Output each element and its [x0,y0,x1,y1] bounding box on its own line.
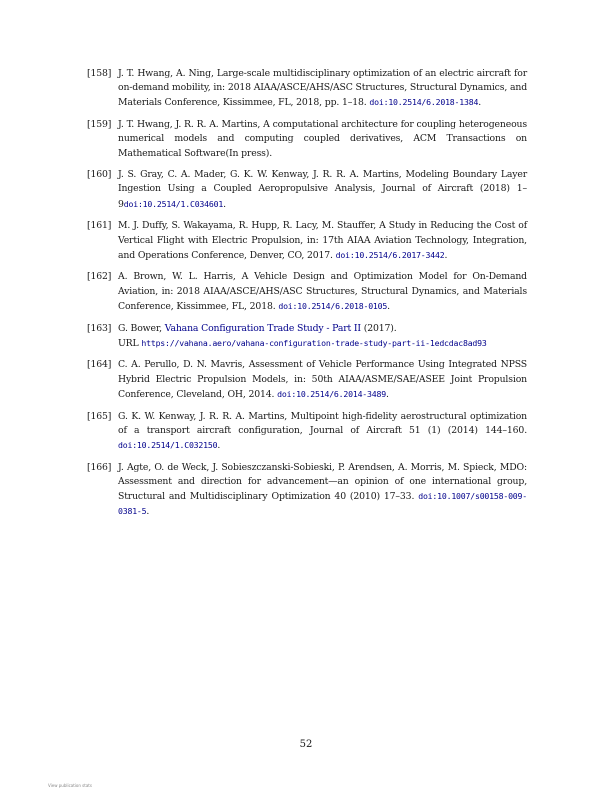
reference-number: [165] [87,410,112,422]
doi-link[interactable]: doi:10.2514/6.2017-3442 [335,249,445,260]
url-link[interactable]: https://vahana.aero/vahana-configuration-trade-study-part-ii-1edcdac8ad93 [141,337,487,348]
doi-link[interactable]: doi:10.2514/1.C032150 [118,439,218,450]
doi-link[interactable]: doi:10.2514/6.2014-3489 [277,388,386,399]
reference-text-run: . [146,506,150,518]
reference-text [118,410,527,454]
reference-number: [162] [87,271,112,283]
reference-entry [87,461,527,520]
reference-number: [164] [87,359,112,371]
doi-link[interactable]: doi:10.1007/s00158-009-0381-5 [118,491,527,517]
reference-text-run: J. T. Hwang, A. Ning, Large-scale multidisciplinary optimization of an electric aircraft for on-demand mobility, in: 2018 AIAA/ASCE/AHS/ASC Structures, Structural Dynamics, and Materials Conference, Kissimmee, FL, 2018, pp. 1–18. [118,68,528,109]
reference-text-run: (2017). [360,322,397,334]
reference-text-run: A. Brown, W. L. Harris, A Vehicle Design and Optimization Model for On-Demand Aviation, in: 2018 AIAA/ASCE/AHS/ASC Structures, Structural Dynamics, and Materials Conference, Kissimmee, FL, 2018. [118,271,527,312]
reference-entry [87,410,527,454]
reference-number: [159] [87,119,112,131]
reference-text [118,67,527,111]
reference-number: [166] [87,461,112,473]
reference-text [118,461,527,520]
reference-text-run: . [387,300,390,312]
reference-text [118,322,527,351]
reference-entry [87,270,527,314]
reference-entry [87,67,527,111]
reference-text-run: . [478,97,481,109]
reference-text [118,219,527,263]
reference-text-run: J. T. Hwang, J. R. R. A. Martins, A computational architecture for coupling heterogeneous numerical models and computing coupled derivatives, ACM Transactions on Mathematical Software(In press). [118,119,527,159]
reference-entry [87,358,527,402]
doi-link[interactable]: doi:10.2514/1.C034601 [123,198,224,209]
doi-link[interactable]: doi:10.2514/6.2018-0105 [278,300,388,311]
reference-entry [87,219,527,263]
reference-entry [87,118,527,161]
reference-text-run: . [217,439,221,451]
view-publication-stats-link[interactable]: View publication stats [48,783,92,788]
reference-text-run: G. K. W. Kenway, J. R. R. A. Martins, Multipoint high-fidelity aerostructural optimization of a transport aircraft configuration, Journal of Aircraft 51 (1) (2014) 144–160. [118,410,527,436]
reference-list [87,67,527,527]
reference-number: [158] [87,68,112,79]
reference-entry [87,322,527,351]
page-number: 52 [299,739,313,750]
title-link[interactable]: Vahana Configuration Trade Study - Part II [164,322,361,334]
reference-text-run: . [385,388,389,400]
reference-number: [161] [87,220,112,232]
reference-number: [163] [87,322,112,334]
reference-text-run: G. Bower, [118,322,165,334]
reference-text [118,168,527,212]
reference-text-run: J. Agte, O. de Weck, J. Sobieszczanski-Sobieski, P. Arendsen, A. Morris, M. Spieck, MDO: Assessment and direction for advancement—an opinion of one international group, Structural and Multidisciplinary Optimization 40 (2010) 17–33. [118,461,527,503]
reference-text-run: . [444,249,448,261]
reference-number: [160] [87,169,112,181]
reference-text [118,358,527,402]
reference-entry [87,168,527,212]
reference-text-run: J. S. Gray, C. A. Mader, G. K. W. Kenway, J. R. R. A. Martins, Modeling Boundary Layer Ingestion Using a Coupled Aeropropulsive Analysis, Journal of Aircraft (2018) 1–9 [118,169,527,210]
reference-text-run: M. J. Duffy, S. Wakayama, R. Hupp, R. Lacy, M. Stauffer, A Study in Reducing the Cost of Vertical Flight with Electric Propulsion, in: 17th AIAA Aviation Technology, Integration, and Operations Conference, Denver, CO, 2017. [118,220,527,261]
doi-link[interactable]: doi:10.2514/6.2018-1384 [369,97,479,108]
reference-text-run: C. A. Perullo, D. N. Mavris, Assessment of Vehicle Performance Using Integrated NPSS Hybrid Electric Propulsion Models, in: 50th AIAA/ASME/SAE/ASEE Joint Propulsion Conference, Cleveland, OH, 2014. [118,359,527,400]
reference-text [118,270,527,314]
reference-text-run: . [223,198,226,210]
reference-text [118,118,527,161]
reference-text-run: URL [118,337,142,349]
